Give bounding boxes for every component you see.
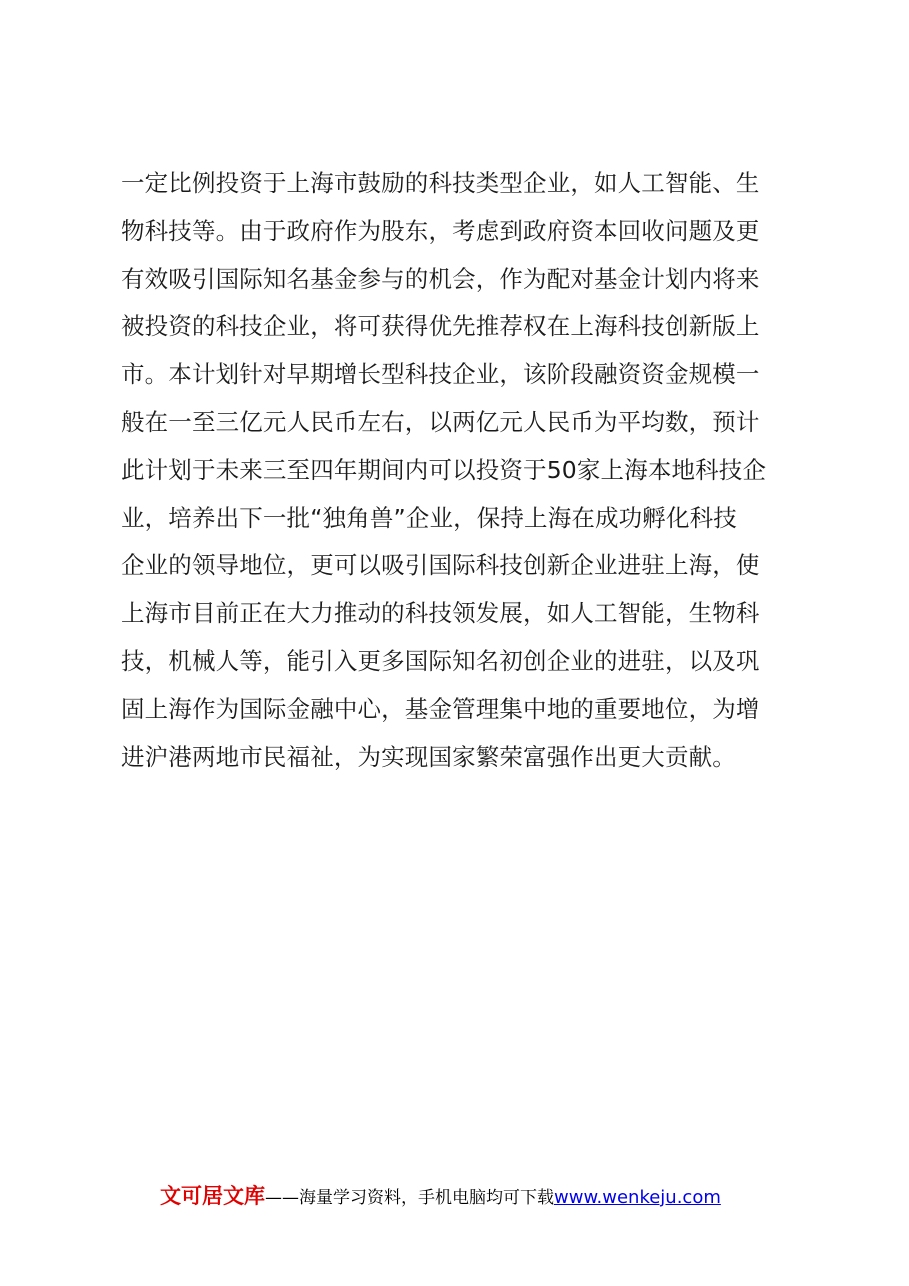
footer-tagline: ——海量学习资料，手机电脑均可下载 bbox=[265, 1188, 554, 1208]
brand-name: 文可居文库 bbox=[160, 1184, 265, 1208]
text-line: 此计划于未来三至四年期间内可以投资于50家上海本地科技企 bbox=[121, 455, 767, 484]
text-line: 固上海作为国际金融中心，基金管理集中地的重要地位，为增 bbox=[121, 694, 760, 723]
text-line: 有效吸引国际知名基金参与的机会，作为配对基金计划内将来 bbox=[121, 264, 760, 293]
text-line: 企业的领导地位，更可以吸引国际科技创新企业进驻上海，使 bbox=[121, 551, 760, 580]
website-link[interactable]: www.wenkeju.com bbox=[554, 1187, 721, 1208]
text-line: 般在一至三亿元人民币左右，以两亿元人民币为平均数，预计 bbox=[121, 407, 760, 436]
text-line: 上海市目前正在大力推动的科技领发展，如人工智能，生物科 bbox=[121, 599, 760, 628]
text-line: 市。本计划针对早期增长型科技企业，该阶段融资资金规模一 bbox=[121, 360, 760, 389]
body-paragraph bbox=[121, 160, 801, 781]
text-line: 一定比例投资于上海市鼓励的科技类型企业，如人工智能、生 bbox=[121, 169, 760, 197]
text-line: 技，机械人等，能引入更多国际知名初创企业的进驻，以及巩 bbox=[121, 646, 760, 675]
text-line: 物科技等。由于政府作为股东，考虑到政府资本回收问题及更 bbox=[121, 216, 760, 245]
text-line: 进沪港两地市民福祉，为实现国家繁荣富强作出更大贡献。 bbox=[121, 742, 736, 771]
text-line: 业，培养出下一批“独角兽”企业，保持上海在成功孵化科技 bbox=[121, 503, 737, 532]
footer-banner bbox=[160, 1182, 721, 1210]
text-line: 被投资的科技企业，将可获得优先推荐权在上海科技创新版上 bbox=[121, 312, 760, 341]
